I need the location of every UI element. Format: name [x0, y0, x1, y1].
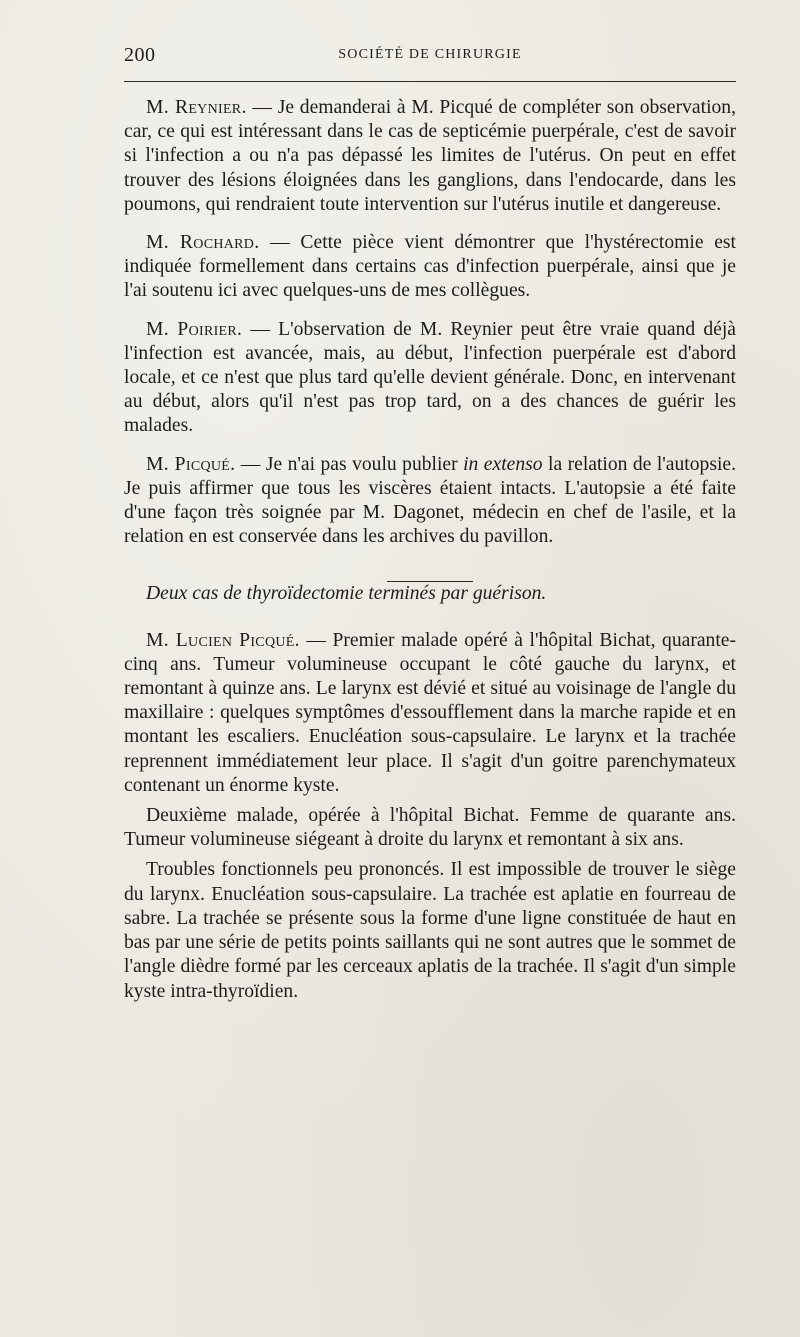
- speaker-name: M. Rochard.: [146, 232, 260, 254]
- page-header: [124, 44, 736, 68]
- page-number: 200: [124, 44, 156, 66]
- paragraph-second-case: [124, 804, 736, 852]
- paragraph-text: la relation de l'autopsie. Je puis affirmer que tous les viscères étaient intacts. L'autopsie a été faite d'une façon très soignée par M. Dagonet, médecin en chef de l'asile, et la relation en est conservée dans les archives du pavillon.: [124, 453, 736, 548]
- paragraph-text: Troubles fonctionnels peu prononcés. Il est impossible de trouver le siège du larynx. Enucléation sous-capsulaire. La trachée est aplatie en fourreau de sabre. La trachée se présente sous la forme d'une ligne constituée de haut en bas par une série de petits points saillants qui ne sont autres que le sommet de l'angle dièdre formé par les cerceaux aplatis de la trachée. Il s'agit d'un simple kyste intra-thyroïdien.: [124, 859, 736, 1002]
- paragraph-lucien-picque: [124, 629, 736, 798]
- paragraph-text: — Cette pièce vient démontrer que l'hystérectomie est indiquée formellement dans certains cas d'infection puerpérale, ainsi que je l'ai soutenu ici avec quelques-uns de mes collègues.: [124, 232, 736, 302]
- speaker-name: M. Picqué.: [146, 453, 236, 475]
- speaker-name: M. Reynier.: [146, 97, 247, 118]
- paragraph-poirier: [124, 318, 736, 439]
- speaker-name: M. Lucien Picqué.: [146, 629, 300, 651]
- paragraph-second-case-details: [124, 858, 736, 1003]
- paragraph-reynier: [124, 96, 736, 217]
- speaker-name: M. Poirier.: [146, 318, 243, 340]
- italic-phrase: in extenso: [463, 453, 543, 475]
- paragraph-rochard: [124, 231, 736, 304]
- body-text: [124, 96, 736, 1004]
- header-rule: [124, 81, 736, 82]
- paragraph-text: — L'observation de M. Reynier peut être vraie quand déjà l'infection est avancée, mais, au début, l'infection puerpérale est d'abord locale, et ce n'est que plus tard qu'elle devient générale. Donc, en intervenant au début, alors qu'il n'est pas trop tard, on a des chances de guérir les malades.: [124, 318, 736, 437]
- paragraph-text: — Premier malade opéré à l'hôpital Bichat, quarante-cinq ans. Tumeur volumineuse occupant le côté gauche du larynx, et remontant à quinze ans. Le larynx est dévié et situé au voisinage de l'angle du maxillaire : quelques symptômes d'essoufflement dans la marche rapide et en montant les escaliers. Enucléation sous-capsulaire. Le larynx et la trachée reprennent immédiatement leur place. Il s'agit d'un goitre parenchymateux contenant un énorme kyste.: [124, 629, 737, 796]
- section-title: Deux cas de thyroïdectomie terminés par guérison.: [146, 583, 547, 605]
- paragraph-text: — Je demanderai à M. Picqué de compléter son observation, car, ce qui est intéressant dans le cas de septicémie puerpérale, c'est de savoir si l'infection a ou n'a pas dépassé les limites de l'utérus. On peut en effet trouver des lésions éloignées dans les ganglions, dans l'endocarde, dans les poumons, qui rendraient toute intervention sur l'utérus inutile et dangereuse.: [124, 97, 737, 215]
- paragraph-text: Deuxième malade, opérée à l'hôpital Bichat. Femme de quarante ans. Tumeur volumineuse siégeant à droite du larynx et remontant à six ans.: [124, 805, 736, 851]
- running-title: SOCIÉTÉ DE CHIRURGIE: [338, 47, 522, 62]
- paragraph-picque: [124, 453, 736, 550]
- paragraph-text: — Je n'ai pas voulu publier: [235, 453, 464, 475]
